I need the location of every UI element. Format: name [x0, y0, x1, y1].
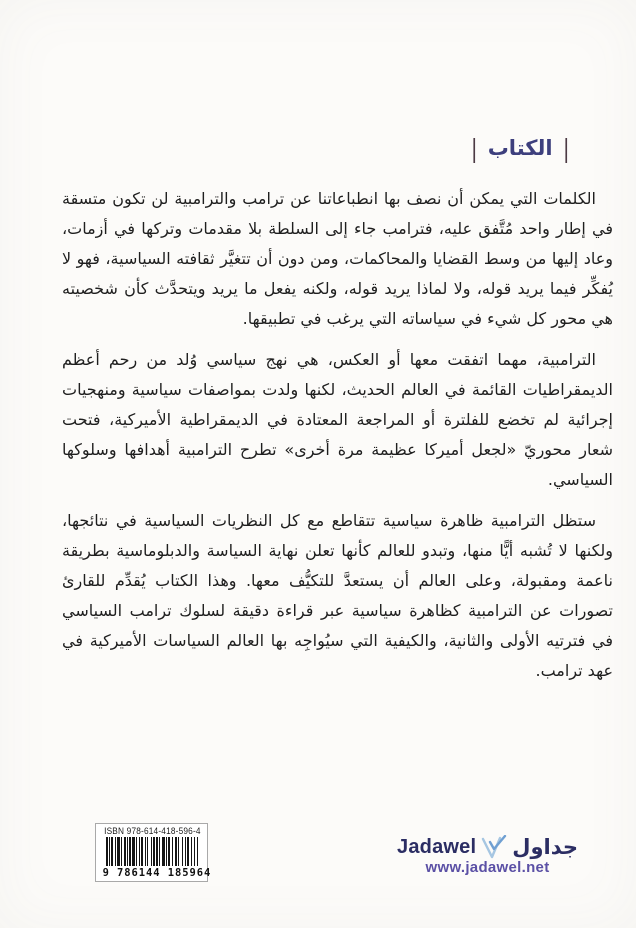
synopsis-paragraph-3: ستظل الترامبية ظاهرة سياسية تتقاطع مع كل النظريات السياسية في نتائجها، ولكنها لا تُشبه أيًّا منها، وتبدو للعالم كأنها تعلن نهاية السياسة والدبلوماسية بطريقة ناعمة ومقبولة، وعلى العالم أن يستعدَّ للتكيُّف معها. وهذا الكتاب يُقدِّم للقارئ تصورات عن الترامبية كظاهرة سياسية عبر قراءة دقيقة لسلوك ترامب السياسي في فترتيه الأولى والثانية، والكيفية التي سيُواجِه بها العالم السياسات الأميركية في عهد ترامب. — [62, 511, 613, 680]
jadawel-checkmark-icon — [481, 835, 507, 859]
publisher-website: www.jadawel.net — [425, 859, 550, 876]
publisher-name-en: Jadawel — [397, 835, 477, 858]
section-header — [470, 134, 570, 164]
synopsis — [62, 184, 613, 697]
header-right-bar: | — [562, 134, 570, 164]
header-left-bar: | — [471, 134, 478, 164]
synopsis-paragraph-1: الكلمات التي يمكن أن نصف بها انطباعاتنا عن ترامب والترامبية لن تكون متسقة في إطار واحد مُتَّفق عليه، فترامب جاء إلى السلطة بلا مقدمات وتركها في أزمات، وعاد إليها من وسط القضايا والمحاكمات، ومن دون أن تتغيَّر ثقافته السياسية، فهو لا يُفكِّر فيما يريد قوله، ولا لماذا يريد قوله، ولكنه يفعل ما يريد ويتحدَّث كأن شخصيته هي محور كل شيء في سياساته التي يرغب في تطبيقها. — [62, 189, 613, 328]
publisher-logo-row — [397, 835, 578, 859]
isbn-label: ISBN 978-614-418-596-4 — [104, 826, 201, 836]
publisher-logo — [397, 835, 578, 876]
barcode-digits: 9 786144 185964 — [102, 866, 212, 879]
synopsis-paragraph-2: الترامبية، مهما اتفقت معها أو العكس، هي نهج سياسي وُلد من رحم أعظم الديمقراطيات القائمة في العالم الحديث، لكنها ولدت بمواصفات سياسية ومنهجيات إجرائية لم تخضع للفلترة أو المراجعة المعتادة في الديمقراطية الأميركية، فتحت شعار محوريّ «لجعل أميركا عظيمة مرة أخرى» تطرح الترامبية أهدافها وسلوكها السياسي. — [62, 350, 613, 489]
section-title: الكتاب — [487, 136, 553, 160]
barcode-bars — [100, 837, 203, 866]
publisher-name-ar: جداول — [512, 835, 578, 859]
isbn-barcode — [95, 823, 212, 882]
